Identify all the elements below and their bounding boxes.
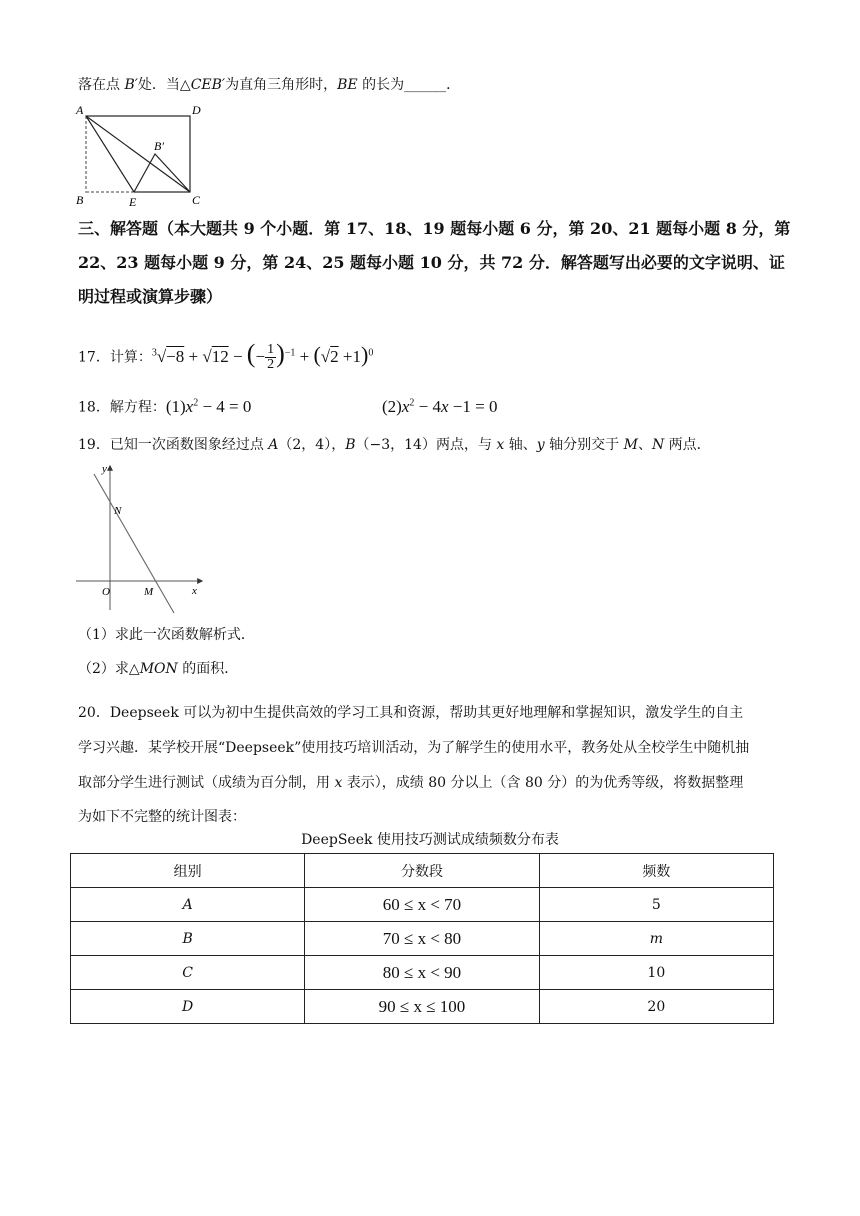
operator: − [228,346,247,366]
text: 、 [637,437,652,453]
segment-label: BE [337,77,358,93]
exponent: 2 [193,397,199,408]
text: 两点． [664,437,711,453]
cell-frequency: m [539,922,773,956]
text: （2，4）， [278,437,346,453]
table-row [71,956,774,990]
segment-ae [86,116,134,192]
diagonal-ac [86,116,190,192]
radicand: 12 [211,346,229,366]
question-number: 17．计算： [78,349,152,366]
part-label: (1) [165,396,186,416]
question-20-line3 [78,774,743,792]
origin-label: O [102,586,110,598]
variable: x [185,396,194,416]
cell-range: 80 ≤ x < 90 [305,956,539,990]
question-18 [78,394,251,417]
question-20-line1: 20．Deepseek 可以为初中生提供高效的学习工具和资源，帮助其更好地理解和掌握知识，激发学生的自主 [78,705,744,721]
fraction-half [265,343,276,372]
text: （2）求△ [78,661,140,677]
y-axis-label: y [102,463,107,475]
radicand: 2 [330,346,339,366]
triangle-label: MON [139,661,178,677]
question-17 [78,338,373,373]
exponent: 2 [409,397,415,408]
text: 19．已知一次函数图象经过点 [78,437,269,453]
section-heading-line1: 三、解答题（本大题共 9 个小题．第 17、18、19 题每小题 6 分，第 20、21 题每小题 8 分，第 [78,219,791,238]
vertex-e-label: E [129,195,137,209]
text: （−3，14）两点，与 [355,437,497,453]
table-row [71,888,774,922]
question-20-line4: 为如下不完整的统计图表： [78,809,246,825]
vertex-bprime-label: B′ [154,139,164,153]
vertex-c-label: C [192,193,201,207]
numerator: 1 [267,342,275,358]
part-label: (2) [382,396,402,416]
axis-name: x [496,437,505,453]
question-19 [78,436,711,454]
denominator: 2 [267,357,275,373]
cell-group: B [71,922,305,956]
question-19-part2 [78,660,238,678]
table-row [71,990,774,1024]
variable: x [440,396,449,416]
paren: ) [276,338,285,368]
question-18-part2 [382,394,497,417]
cell-range: 90 ≤ x ≤ 100 [305,990,539,1024]
frequency-table [70,853,774,1024]
text: 表示），成绩 80 分以上（含 80 分）的为优秀等级，将数据整理 [342,775,744,791]
question-19-part1: （1）求此一次函数解析式． [78,627,255,643]
text: 落在点 [78,77,125,93]
text: 轴、 [504,437,537,453]
line-graph-figure [74,460,214,618]
axis-name: y [536,437,545,453]
point-label: B′ [124,77,138,93]
text: 的长为______． [357,77,461,93]
equation-rest: − 4 [414,396,441,416]
cell-range: 70 ≤ x < 80 [305,922,539,956]
vertex-a-label: A [76,103,84,117]
text: 轴分别交于 [544,437,624,453]
equation-1 [166,397,252,416]
section-heading-line2: 22、23 题每小题 9 分，第 24、25 题每小题 10 分，共 72 分．解答题写出必要的文字说明、证 [78,253,785,272]
equation-rest: − 4 = 0 [198,396,252,416]
point-n-label: N [114,505,122,517]
cell-frequency: 20 [539,990,773,1024]
text: 为直角三角形时， [225,77,338,93]
root-index: 3 [151,347,157,358]
operator: +1 [338,346,361,366]
rectangle-figure [70,100,210,210]
table-caption: DeepSeek 使用技巧测试成绩频数分布表 [301,832,559,848]
text: 的面积． [177,661,239,677]
cell-range: 60 ≤ x < 70 [305,888,539,922]
cell-frequency: 10 [539,956,773,990]
header-group: 组别 [71,854,305,888]
equation-2 [382,397,497,416]
table-header-row [71,854,774,888]
equation-rest: −1 = 0 [448,396,498,416]
exponent: −1 [284,347,296,358]
paren: ( [246,338,256,368]
table-row [71,922,774,956]
point-label: B [345,437,356,453]
question-number: 18．解方程： [78,399,166,416]
header-frequency: 频数 [539,854,773,888]
operator: + [184,346,203,366]
question-20-line2: 学习兴趣．某学校开展“Deepseek”使用技巧培训活动，为了解学生的使用水平，教务处从全校学生中随机抽 [78,740,750,756]
cell-frequency: 5 [539,888,773,922]
operator: + [295,346,314,366]
cell-group: C [71,956,305,990]
vertex-b-label: B [76,193,84,207]
question16-tail [78,76,460,94]
text: 处．当△ [137,77,191,93]
cell-group: D [71,990,305,1024]
operator: − [255,346,266,366]
point-m-label: M [144,586,154,598]
text: 取部分学生进行测试（成绩为百分制，用 [78,775,335,791]
paren: ) [360,341,369,367]
triangle-label: CEB′ [190,77,226,93]
cell-group: A [71,888,305,922]
vertex-d-label: D [192,103,201,117]
point-label: A [268,437,279,453]
section-heading-line3: 明过程或演算步骤） [78,287,223,306]
point-label: M [623,437,638,453]
radicand: −8 [166,346,185,366]
variable: x [401,396,410,416]
paren: ( [313,341,321,367]
variable: x [334,775,343,791]
expression: $^3$√−8 + √12 − (− $\frac{1}{2}$ )$^{-1} + (√2 +1)^0$ [151,338,374,373]
x-axis-label: x [192,585,197,597]
header-range: 分数段 [305,854,539,888]
exponent: 0 [368,347,374,358]
point-label: N [651,437,665,453]
